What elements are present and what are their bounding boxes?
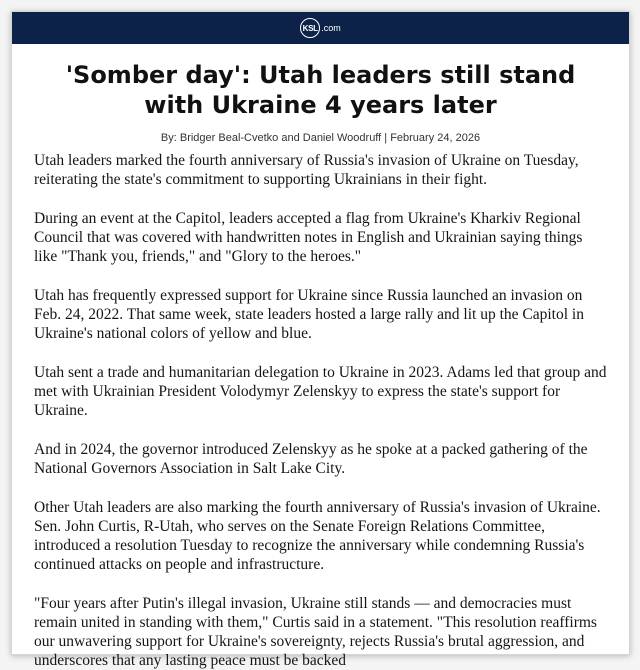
ksl-logo[interactable] — [300, 18, 341, 38]
article-paragraph: During an event at the Capitol, leaders accepted a flag from Ukraine's Kharkiv Regional Council that was covered with handwritten notes in English and Ukrainian saying things like "Thank you, friends," and "Glory to the heroes." — [34, 210, 583, 265]
article-paragraph: "Four years after Putin's illegal invasion, Ukraine still stands — and democracies must remain united in standing with them," Curtis said in a statement. "This resolution reaffirms our unwavering support for Ukraine's sovereignty, rejects Russia's brutal aggression, and underscores that any lasting peace must be backed — [34, 595, 597, 669]
ksl-logo-mark: KSL — [300, 18, 320, 38]
article-card — [11, 11, 630, 669]
article-paragraph: Utah has frequently expressed support for Ukraine since Russia launched an invasion on Feb. 24, 2022. That same week, state leaders hosted a large rally and lit up the Capitol in Ukraine's national colors of yellow and blue. — [34, 287, 584, 342]
article-headline: 'Somber day': Utah leaders still stand with Ukraine 4 years later — [65, 61, 576, 119]
article-paragraph: Utah leaders marked the fourth anniversary of Russia's invasion of Ukraine on Tuesday, reiterating the state's commitment to supporting Ukrainians in their fight. — [34, 152, 579, 188]
article-paragraph: And in 2024, the governor introduced Zelenskyy as he spoke at a packed gathering of the National Governors Association in Salt Lake City. — [34, 441, 588, 477]
article-body — [34, 151, 609, 670]
article-paragraph: Other Utah leaders are also marking the fourth anniversary of Russia's invasion of Ukraine. Sen. John Curtis, R-Utah, who serves on the Senate Foreign Relations Committee, introduced a resolution Tuesday to recognize the anniversary while condemning Russia's continued attacks on people and infrastructure. — [34, 499, 601, 573]
ksl-logo-suffix: .com — [321, 23, 341, 33]
article-byline: By: Bridger Beal-Cvetko and Daniel Woodruff | February 24, 2026 — [160, 132, 481, 144]
article-paragraph: Utah sent a trade and humanitarian delegation to Ukraine in 2023. Adams led that group and met with Ukrainian President Volodymyr Zelenskyy to express the state's support for Ukraine. — [34, 364, 607, 419]
site-header — [12, 12, 629, 44]
